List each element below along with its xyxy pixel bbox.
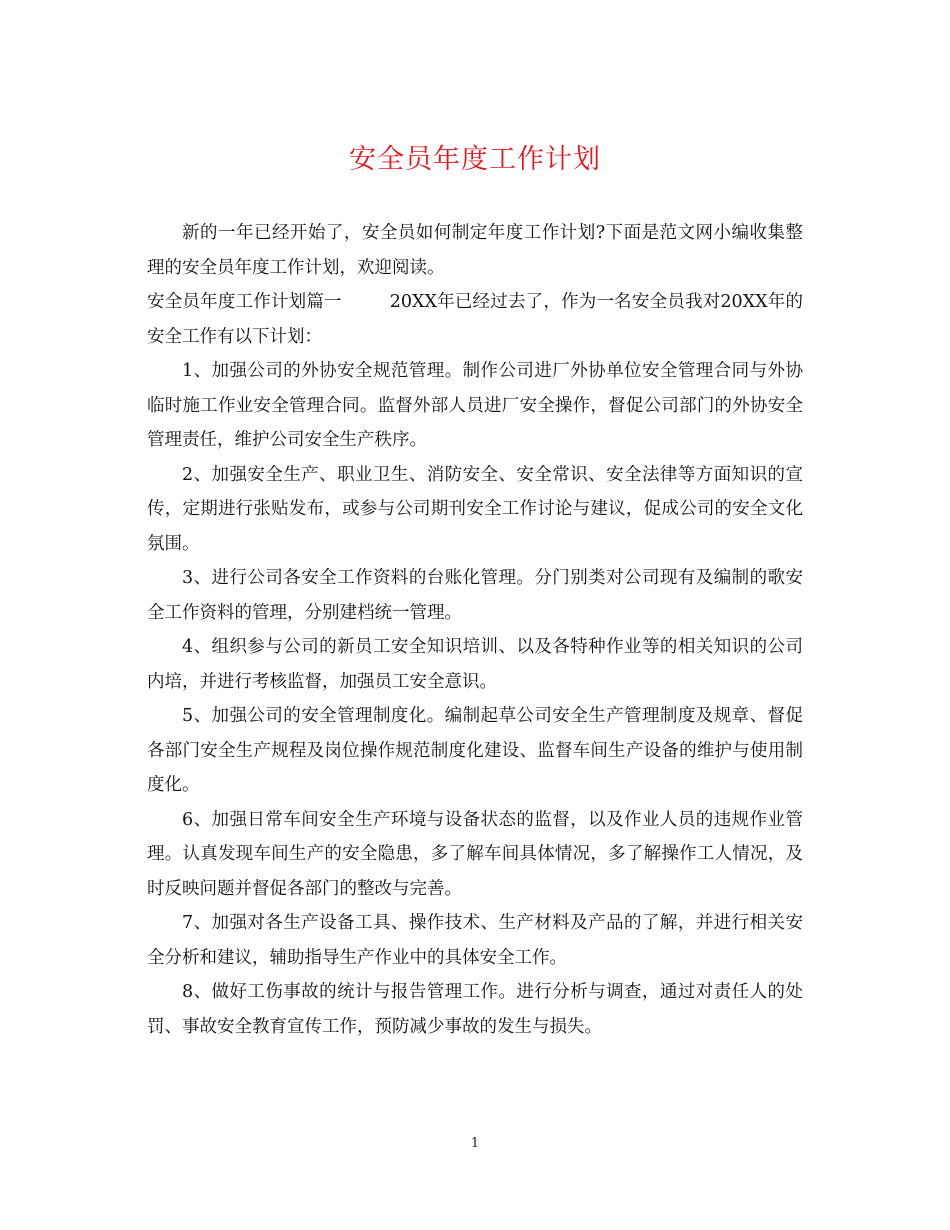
list-item: 3、进行公司各安全工作资料的台账化管理。分门别类对公司现有及编制的歌安全工作资料的管理，分别建档统一管理。 [147,568,803,623]
list-item: 4、组织参与公司的新员工安全知识培训、以及各特种作业等的相关知识的公司内培，并进行考核监督，加强员工安全意识。 [147,637,803,692]
list-item: 2、加强安全生产、职业卫生、消防安全、安全常识、安全法律等方面知识的宣传，定期进行张贴发布，或参与公司期刊安全工作讨论与建议，促成公司的安全文化氛围。 [147,464,803,554]
intro-paragraph: 新的一年已经开始了，安全员如何制定年度工作计划?下面是范文网小编收集整理的安全员年度工作计划，欢迎阅读。 [147,223,803,278]
document-title: 安全员年度工作计划 [349,144,601,175]
section-paragraph [147,285,803,354]
list-item: 8、做好工伤事故的统计与报告管理工作。进行分析与调查，通过对责任人的处罚、事故安全教育宣传工作，预防减少事故的发生与损失。 [147,982,803,1037]
list-item: 1、加强公司的外协安全规范管理。制作公司进厂外协单位安全管理合同与外协临时施工作业安全管理合同。监督外部人员进厂安全操作，督促公司部门的外协安全管理责任，维护公司安全生产秩序。 [147,361,803,450]
list-item: 5、加强公司的安全管理制度化。编制起草公司安全生产管理制度及规章、督促各部门安全生产规程及岗位操作规范制度化建设、监督车间生产设备的维护与使用制度化。 [147,706,803,795]
document-body [147,216,803,1044]
list-item: 6、加强日常车间安全生产环境与设备状态的监督，以及作业人员的违规作业管理。认真发现车间生产的安全隐患，多了解车间具体情况，多了解操作工人情况，及时反映问题并督促各部门的整改与完善。 [147,809,803,899]
section-lead: 20XX年已经过去了，作为一名安全员我对20XX年的安全工作有以下计划： [147,292,803,347]
page-number: 1 [470,1136,480,1151]
section-heading: 安全员年度工作计划篇一 [147,292,342,312]
list-item: 7、加强对各生产设备工具、操作技术、生产材料及产品的了解，并进行相关安全分析和建议，辅助指导生产作业中的具体安全工作。 [147,913,803,968]
